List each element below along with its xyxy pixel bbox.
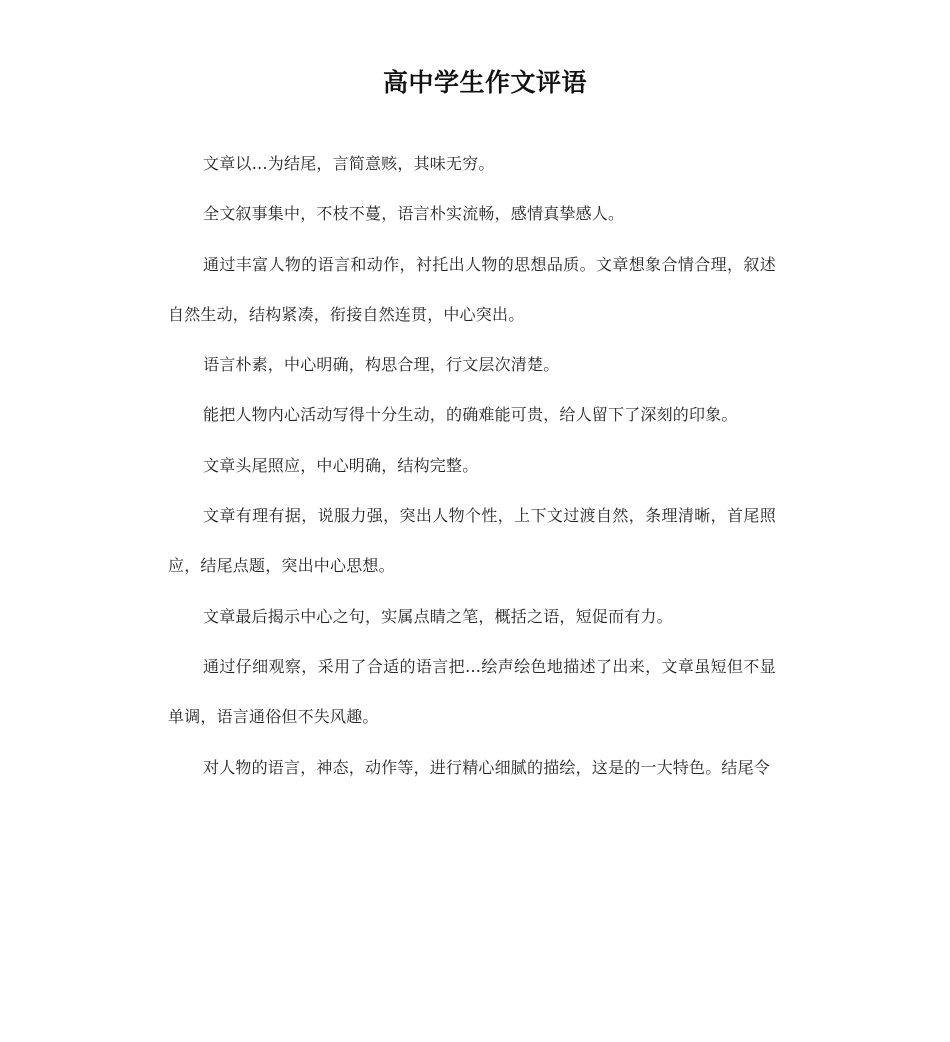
page-title: 高中学生作文评语 <box>382 68 587 97</box>
paragraph: 文章头尾照应，中心明确，结构完整。 <box>203 455 479 475</box>
paragraph: 能把人物内心活动写得十分生动，的确难能可贵，给人留下了深刻的印象。 <box>203 405 738 425</box>
paragraph: 文章以…为结尾，言简意赅，其味无穷。 <box>203 154 495 173</box>
paragraph-truncated: 对人物的语言，神态，动作等，进行精心细腻的描绘，这是的一大特色。结尾令 <box>203 757 771 777</box>
paragraph: 全文叙事集中，不枝不蔓，语言朴实流畅，感情真挚感人。 <box>203 204 625 224</box>
paragraph: 文章有理有据，说服力强，突出人物个性，上下文过渡自然，条理清晰，首尾照应，结尾点题，突出中心思想。 <box>168 506 776 576</box>
paragraph: 文章最后揭示中心之句，实属点睛之笔，概括之语，短促而有力。 <box>203 606 673 626</box>
paragraph: 通过仔细观察，采用了合适的语言把…绘声绘色地描述了出来，文章虽短但不显单调，语言通俗但不失风趣。 <box>168 656 776 727</box>
paragraph: 通过丰富人物的语言和动作，衬托出人物的思想品质。文章想象合情合理，叙述自然生动，结构紧凑，衔接自然连贯，中心突出。 <box>168 254 776 324</box>
paragraph: 语言朴素，中心明确，构思合理，行文层次清楚。 <box>203 355 560 375</box>
document-body <box>168 139 776 793</box>
